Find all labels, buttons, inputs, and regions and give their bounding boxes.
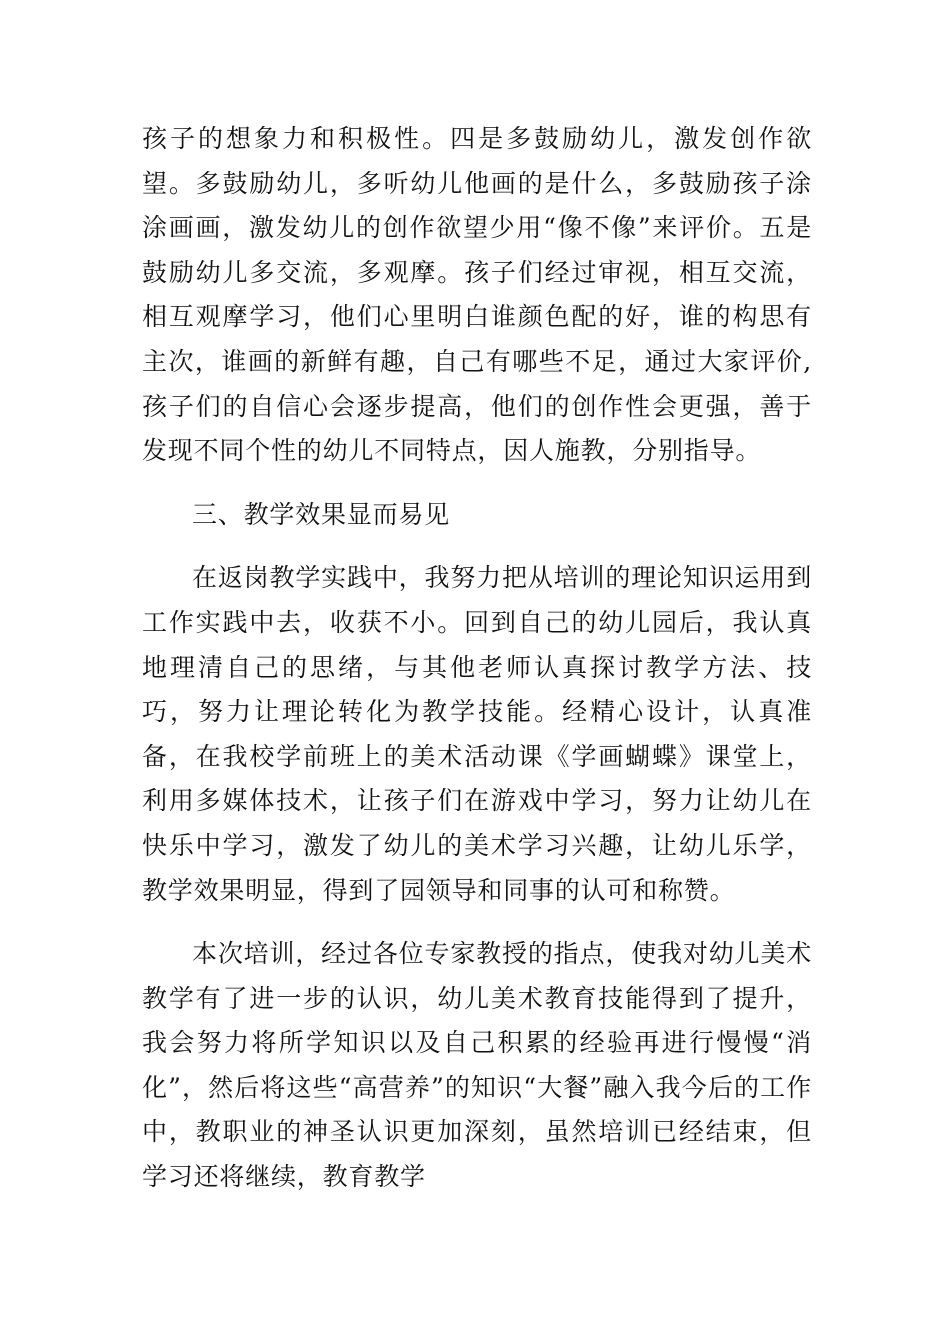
paragraph-practice: 在返岗教学实践中，我努力把从培训的理论知识运用到工作实践中去，收获不小。回到自己的幼儿园后，我认真地理清自己的思绪，与其他老师认真探讨教学方法、技巧，努力让理论转化为教学技能。经精心设计，认真准备，在我校学前班上的美术活动课《学画蝴蝶》课堂上，利用多媒体技术，让孩子们在游戏中学习，努力让幼儿在快乐中学习，激发了幼儿的美术学习兴趣，让幼儿乐学，教学效果明显，得到了园领导和同事的认可和称赞。 xyxy=(142,563,812,905)
paragraph-gap xyxy=(142,474,812,493)
document-page xyxy=(142,117,812,1200)
paragraph-gap xyxy=(142,913,812,932)
paragraph-continuation: 孩子的想象力和积极性。四是多鼓励幼儿，激发创作欲望。多鼓励幼儿，多听幼儿他画的是什么，多鼓励孩子涂涂画画，激发幼儿的创作欲望少用“像不像”来评价。五是鼓励幼儿多交流，多观摩。孩子们经过审视，相互交流，相互观摩学习，他们心里明白谁颜色配的好，谁的构思有主次，谁画的新鲜有趣，自己有哪些不足，通过大家评价,孩子们的自信心会逐步提高，他们的创作性会更强，善于发现不同个性的幼儿不同特点，因人施教，分别指导。 xyxy=(142,124,812,466)
paragraph-summary: 本次培训，经过各位专家教授的指点，使我对幼儿美术教学有了进一步的认识，幼儿美术教育技能得到了提升，我会努力将所学知识以及自己积累的经验再进行慢慢“消化”，然后将这些“高营养”的知识“大餐”融入我今后的工作中，教职业的神圣认识更加深刻，虽然培训已经结束，但学习还将继续，教育教学 xyxy=(142,939,812,1192)
paragraph-gap xyxy=(142,537,812,556)
section-heading: 三、教学效果显而易见 xyxy=(192,499,451,529)
